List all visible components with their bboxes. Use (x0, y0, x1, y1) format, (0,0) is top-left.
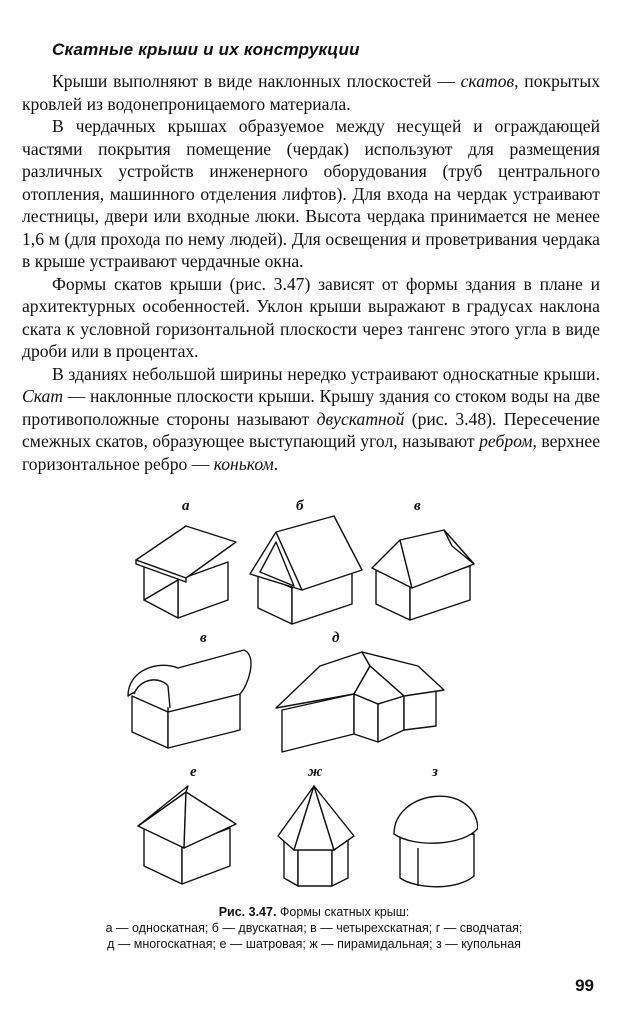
page-number: 99 (575, 976, 594, 995)
shed-roof-drawing (136, 526, 236, 618)
figure-label-d: д (332, 630, 340, 646)
figure-label-zh: ж (308, 764, 323, 780)
figure-label-z: з (432, 764, 438, 780)
body-text (22, 70, 600, 475)
paragraph-1: Крыши выполняют в виде наклонных плоскостей — скатов, покрытых кровлей из водонепроницаемого материала. (22, 71, 600, 114)
paragraph-3: Формы скатов крыши (рис. 3.47) зависят от формы здания в плане и архитектурных особенностей. Уклон крыши выражают в градусах наклона ската к условной горизонтальной плоскости через тангенс этого угла в виде дроби или в процентах. (22, 273, 600, 361)
figure-label-b: б (296, 498, 304, 514)
figure-label-a: а (182, 498, 190, 514)
figure-label-e: е (190, 764, 197, 780)
multi-pitch-roof-drawing (276, 652, 444, 752)
dome-roof-drawing (394, 796, 478, 887)
section-heading: Скатные крыши и их конструкции (52, 40, 360, 59)
tent-roof-drawing (138, 786, 236, 884)
roof-drawings (118, 490, 478, 910)
hip-roof-drawing (372, 530, 474, 620)
figure-label-v: в (414, 498, 421, 514)
gable-roof-drawing (250, 516, 362, 624)
paragraph-4: В зданиях небольшой ширины нередко устраивают односкатные крыши. Скат — наклонные плоскости крыши. Крышу здания со стоком воды на две противоположные стороны называют двускатной (рис. 3.48). Пересечение смежных скатов, образующее выступающий угол, называют ребром, верхнее горизонтальное ребро — коньком. (22, 363, 601, 474)
vaulted-roof-drawing (128, 650, 251, 748)
figure-label-g: в (200, 630, 207, 646)
figure-caption: Рис. 3.47. Формы скатных крыш: а — односкатная; б — двускатная; в — четырехскатная; г — сводчатая; д — многоскатная; е — шатровая; ж — пирамидальная; з — купольная (105, 905, 523, 951)
pyramidal-roof-drawing (278, 786, 354, 886)
paragraph-2: В чердачных крышах образуемое между несущей и ограждающей частями покрытия помещение (чердак) используют для размещения различных устройств инженерного оборудования (труб центрального отопления, машинного отделения лифтов). Для входа на чердак устраивают лестницы, двери или входные люки. Высота чердака принимается не менее 1,6 м (для прохода по нему людей). Для освещения и проветривания чердака в крыше устраивают чердачные окна. (22, 116, 600, 271)
roof-forms-figure (118, 490, 478, 910)
